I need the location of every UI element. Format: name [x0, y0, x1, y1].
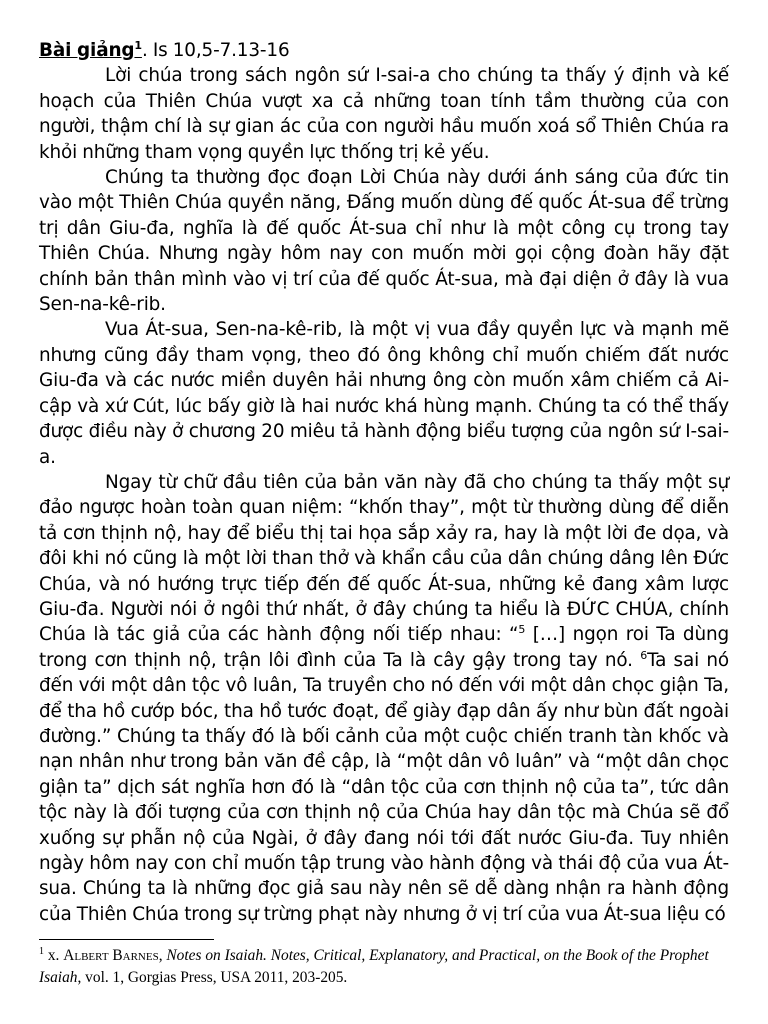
paragraph-2: Chúng ta thường đọc đoạn Lời Chúa này dưới ánh sáng của đức tin vào một Thiên Chúa quyền năng, Đấng muốn dùng đế quốc Át-sua để trừng trị dân Giu-đa, nghĩa là đế quốc Át-sua chỉ như là một công cụ trong tay Thiên Chúa. Nhưng ngày hôm nay con muốn mời gọi cộng đoàn hãy đặt chính bản thân mình vào vị trí của đế quốc Át-sua, mà đại diện ở đây là vua Sen-na-kê-rib.: [39, 167, 729, 316]
heading-label-text: Bài giảng: [39, 40, 135, 61]
paragraph-1: Lời chúa trong sách ngôn sứ I-sai-a cho chúng ta thấy ý định và kế hoạch của Thiên Chúa vượt xa cả những toan tính tầm thường của con người, thậm chí là sự gian ác của con người hầu muốn xoá sổ Thiên Chúa ra khỏi những tham vọng quyền lực thống trị kẻ yếu.: [39, 65, 729, 163]
footnote-reference-marker[interactable]: 1: [134, 39, 142, 52]
verse-number-6: 6: [640, 648, 648, 662]
paragraph-3: Vua Át-sua, Sen-na-kê-rib, là một vị vua đầy quyền lực và mạnh mẽ nhưng cũng đầy tham vọng, theo đó ông không chỉ muốn chiếm đất nước Giu-đa và các nước miền duyên hải nhưng ông còn muốn xâm chiếm cả Ai-cập và xứ Cút, lúc bấy giờ là hai nước khá hùng mạnh. Chúng ta có thể thấy được điều này ở chương 20 miêu tả hành động biểu tượng của ngôn sứ I-sai-a.: [39, 319, 729, 468]
scripture-reference: . Is 10,5-7.13-16: [141, 40, 290, 61]
footnote-author: Albert Barnes: [63, 947, 159, 964]
footnote: [39, 945, 729, 989]
paragraph-4-text-a: Ngay từ chữ đầu tiên của bản văn này đã cho chúng ta thấy một sự đảo ngược hoàn toàn quan niệm: “khốn thay”, một từ thường dùng để diễn tả cơn thịnh nộ, hay để biểu thị tai họa sắp xảy ra, hay là một lời đe dọa, và đôi khi nó cũng là một lời than thở và khẩn cầu của dân chúng dâng lên Đức Chúa, và nó hướng trực tiếp đến đế quốc Át-sua, những kẻ đang xâm lược Giu-đa. Người nói ở ngôi thứ nhất, ở đây chúng ta hiểu là ĐỨC CHÚA, chính Chúa là tác giả của các hành động nối tiếp nhau: “: [39, 471, 729, 646]
verse-number-5: 5: [518, 623, 526, 637]
footnote-book-title: Notes on Isaiah. Notes, Critical, Explanatory, and Practical, on the Book of the Prophet Isaiah: [39, 947, 709, 986]
footnote-publication-details: , vol. 1, Gorgias Press, USA 2011, 203-205.: [77, 969, 348, 986]
sermon-heading: [39, 38, 729, 63]
footnote-prefix: x.: [44, 947, 64, 964]
footnote-separator: [39, 939, 214, 940]
heading-label: [39, 40, 142, 61]
footnote-number: 1: [39, 946, 44, 957]
paragraph-4-text-c: Ta sai nó đến với một dân tộc vô luân, Ta truyền cho nó đến với một dân chọc giận Ta, để tha hồ cướp bóc, tha hồ tước đoạt, để giày đạp dân ấy như bùn đất ngoài đường.” Chúng ta thấy đó là bối cảnh của một cuộc chiến tranh tàn khốc và nạn nhân như trong bản văn đề cập, là “một dân vô luân” và “một dân chọc giận ta” dịch sát nghĩa hơn đó là “dân tộc của cơn thịnh nộ của ta”, tức dân tộc này là đối tượng của cơn thịnh nộ của Chúa hay dân tộc mà Chúa sẽ đổ xuống sự phẫn nộ của Ngài, ở đây đang nói tới đất nước Giu-đa. Tuy nhiên ngày hôm nay con chỉ muốn tập trung vào hành động và thái độ của vua Át-sua. Chúng ta là những đọc giả sau này nên sẽ dễ dàng nhận ra hành động của Thiên Chúa trong sự trừng phạt này nhưng ở vị trí của vua Át-sua liệu có: [39, 649, 729, 925]
footnote-separator-text: ,: [158, 947, 167, 964]
paragraph-4-text-b: […] ngọn roi Ta dùng trong cơn thịnh nộ, trận lôi đình của Ta là cây gậy trong tay nó.: [39, 624, 729, 671]
sermon-body: [39, 38, 729, 927]
paragraph-4: [39, 470, 729, 927]
